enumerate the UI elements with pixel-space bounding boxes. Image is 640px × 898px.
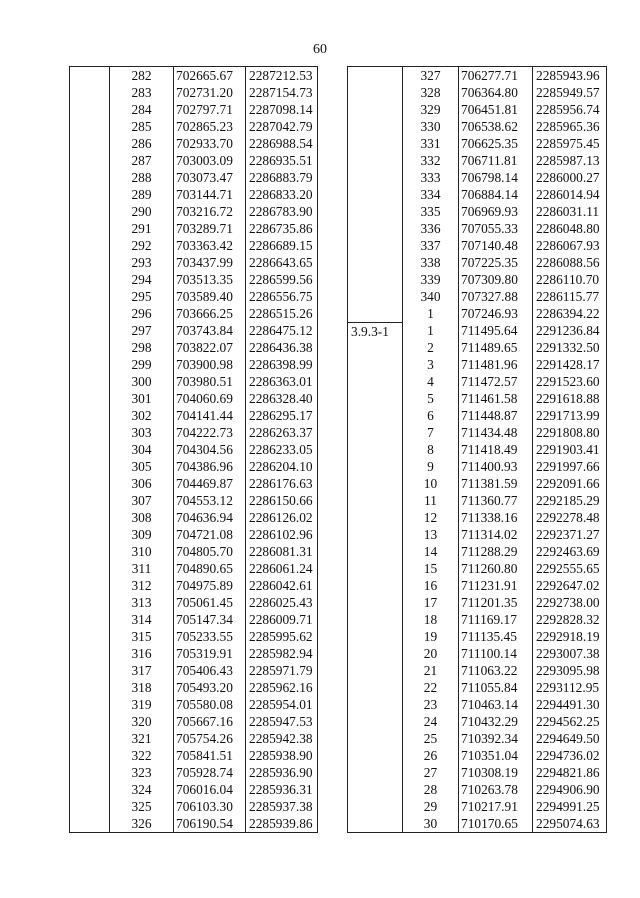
section-cell: 3.9.3-1 <box>348 322 403 833</box>
x-coordinate: 711100.14 <box>459 645 533 662</box>
point-number: 330 <box>403 118 459 135</box>
point-number: 336 <box>403 220 459 237</box>
y-coordinate: 2286176.63 <box>246 475 318 492</box>
point-number: 316 <box>110 645 174 662</box>
point-number: 28 <box>403 781 459 798</box>
point-number: 333 <box>403 169 459 186</box>
point-number: 334 <box>403 186 459 203</box>
point-number: 26 <box>403 747 459 764</box>
y-coordinate: 2285995.62 <box>246 628 318 645</box>
y-coordinate: 2286515.26 <box>246 305 318 322</box>
x-coordinate: 703289.71 <box>174 220 246 237</box>
y-coordinate: 2291236.84 <box>533 322 607 339</box>
x-coordinate: 705319.91 <box>174 645 246 662</box>
point-number: 313 <box>110 594 174 611</box>
x-coordinate: 711231.91 <box>459 577 533 594</box>
y-coordinate: 2286048.80 <box>533 220 607 237</box>
y-coordinate: 2294491.30 <box>533 696 607 713</box>
x-coordinate: 707309.80 <box>459 271 533 288</box>
y-coordinate: 2286088.56 <box>533 254 607 271</box>
x-coordinate: 711169.17 <box>459 611 533 628</box>
y-coordinate: 2286833.20 <box>246 186 318 203</box>
point-number: 9 <box>403 458 459 475</box>
y-coordinate: 2286883.79 <box>246 169 318 186</box>
point-number: 292 <box>110 237 174 254</box>
x-coordinate: 704141.44 <box>174 407 246 424</box>
y-coordinate: 2292371.27 <box>533 526 607 543</box>
y-coordinate: 2286935.51 <box>246 152 318 169</box>
point-number: 304 <box>110 441 174 458</box>
x-coordinate: 711448.87 <box>459 407 533 424</box>
y-coordinate: 2291618.88 <box>533 390 607 407</box>
y-coordinate: 2294736.02 <box>533 747 607 764</box>
y-coordinate: 2294649.50 <box>533 730 607 747</box>
point-number: 22 <box>403 679 459 696</box>
x-coordinate: 703073.47 <box>174 169 246 186</box>
x-coordinate: 704975.89 <box>174 577 246 594</box>
point-number: 335 <box>403 203 459 220</box>
y-coordinate: 2286110.70 <box>533 271 607 288</box>
y-coordinate: 2295074.63 <box>533 815 607 833</box>
x-coordinate: 705841.51 <box>174 747 246 764</box>
x-coordinate: 702933.70 <box>174 135 246 152</box>
y-coordinate: 2285956.74 <box>533 101 607 118</box>
point-number: 5 <box>403 390 459 407</box>
x-coordinate: 704386.96 <box>174 458 246 475</box>
x-coordinate: 704805.70 <box>174 543 246 560</box>
y-coordinate: 2291713.99 <box>533 407 607 424</box>
x-coordinate: 705928.74 <box>174 764 246 781</box>
x-coordinate: 706538.62 <box>459 118 533 135</box>
x-coordinate: 704060.69 <box>174 390 246 407</box>
x-coordinate: 705147.34 <box>174 611 246 628</box>
y-coordinate: 2287154.73 <box>246 84 318 101</box>
x-coordinate: 703216.72 <box>174 203 246 220</box>
x-coordinate: 711400.93 <box>459 458 533 475</box>
point-number: 16 <box>403 577 459 594</box>
y-coordinate: 2286081.31 <box>246 543 318 560</box>
y-coordinate: 2291903.41 <box>533 441 607 458</box>
y-coordinate: 2286263.37 <box>246 424 318 441</box>
x-coordinate: 710263.78 <box>459 781 533 798</box>
x-coordinate: 711260.80 <box>459 560 533 577</box>
point-number: 19 <box>403 628 459 645</box>
y-coordinate: 2286000.27 <box>533 169 607 186</box>
x-coordinate: 706016.04 <box>174 781 246 798</box>
x-coordinate: 704636.94 <box>174 509 246 526</box>
y-coordinate: 2292555.65 <box>533 560 607 577</box>
y-coordinate: 2286102.96 <box>246 526 318 543</box>
point-number: 303 <box>110 424 174 441</box>
x-coordinate: 710217.91 <box>459 798 533 815</box>
x-coordinate: 705233.55 <box>174 628 246 645</box>
x-coordinate: 711381.59 <box>459 475 533 492</box>
y-coordinate: 2287212.53 <box>246 67 318 85</box>
y-coordinate: 2286126.02 <box>246 509 318 526</box>
point-number: 15 <box>403 560 459 577</box>
x-coordinate: 711489.65 <box>459 339 533 356</box>
point-number: 307 <box>110 492 174 509</box>
x-coordinate: 707055.33 <box>459 220 533 237</box>
x-coordinate: 703589.40 <box>174 288 246 305</box>
y-coordinate: 2294562.25 <box>533 713 607 730</box>
x-coordinate: 710432.29 <box>459 713 533 730</box>
point-number: 1 <box>403 322 459 339</box>
x-coordinate: 702731.20 <box>174 84 246 101</box>
point-number: 11 <box>403 492 459 509</box>
point-number: 24 <box>403 713 459 730</box>
y-coordinate: 2292828.32 <box>533 611 607 628</box>
point-number: 322 <box>110 747 174 764</box>
point-number: 294 <box>110 271 174 288</box>
x-coordinate: 706884.14 <box>459 186 533 203</box>
table-row <box>348 67 607 85</box>
point-number: 332 <box>403 152 459 169</box>
x-coordinate: 706277.71 <box>459 67 533 85</box>
y-coordinate: 2286009.71 <box>246 611 318 628</box>
x-coordinate: 703437.99 <box>174 254 246 271</box>
y-coordinate: 2286204.10 <box>246 458 318 475</box>
table-row <box>70 67 318 85</box>
y-coordinate: 2291428.17 <box>533 356 607 373</box>
x-coordinate: 706190.54 <box>174 815 246 833</box>
point-number: 1 <box>403 305 459 322</box>
point-number: 20 <box>403 645 459 662</box>
point-number: 291 <box>110 220 174 237</box>
y-coordinate: 2286014.94 <box>533 186 607 203</box>
point-number: 339 <box>403 271 459 288</box>
point-number: 297 <box>110 322 174 339</box>
point-number: 308 <box>110 509 174 526</box>
point-number: 295 <box>110 288 174 305</box>
point-number: 13 <box>403 526 459 543</box>
y-coordinate: 2285975.45 <box>533 135 607 152</box>
coordinate-table-left <box>69 66 318 833</box>
x-coordinate: 711481.96 <box>459 356 533 373</box>
point-number: 331 <box>403 135 459 152</box>
point-number: 288 <box>110 169 174 186</box>
point-number: 14 <box>403 543 459 560</box>
point-number: 310 <box>110 543 174 560</box>
y-coordinate: 2292918.19 <box>533 628 607 645</box>
y-coordinate: 2285942.38 <box>246 730 318 747</box>
point-number: 311 <box>110 560 174 577</box>
point-number: 8 <box>403 441 459 458</box>
point-number: 326 <box>110 815 174 833</box>
table-row <box>348 322 607 339</box>
point-number: 6 <box>403 407 459 424</box>
point-number: 27 <box>403 764 459 781</box>
y-coordinate: 2286042.61 <box>246 577 318 594</box>
x-coordinate: 703513.35 <box>174 271 246 288</box>
point-number: 293 <box>110 254 174 271</box>
x-coordinate: 707246.93 <box>459 305 533 322</box>
y-coordinate: 2286061.24 <box>246 560 318 577</box>
point-number: 29 <box>403 798 459 815</box>
y-coordinate: 2291997.66 <box>533 458 607 475</box>
point-number: 306 <box>110 475 174 492</box>
y-coordinate: 2286295.17 <box>246 407 318 424</box>
point-number: 299 <box>110 356 174 373</box>
y-coordinate: 2286599.56 <box>246 271 318 288</box>
x-coordinate: 706798.14 <box>459 169 533 186</box>
point-number: 285 <box>110 118 174 135</box>
y-coordinate: 2294821.86 <box>533 764 607 781</box>
y-coordinate: 2286233.05 <box>246 441 318 458</box>
x-coordinate: 705406.43 <box>174 662 246 679</box>
y-coordinate: 2286689.15 <box>246 237 318 254</box>
point-number: 329 <box>403 101 459 118</box>
x-coordinate: 711360.77 <box>459 492 533 509</box>
x-coordinate: 704553.12 <box>174 492 246 509</box>
x-coordinate: 710308.19 <box>459 764 533 781</box>
point-number: 317 <box>110 662 174 679</box>
y-coordinate: 2294906.90 <box>533 781 607 798</box>
x-coordinate: 711288.29 <box>459 543 533 560</box>
point-number: 296 <box>110 305 174 322</box>
x-coordinate: 707327.88 <box>459 288 533 305</box>
x-coordinate: 711434.48 <box>459 424 533 441</box>
y-coordinate: 2286436.38 <box>246 339 318 356</box>
point-number: 2 <box>403 339 459 356</box>
x-coordinate: 711314.02 <box>459 526 533 543</box>
point-number: 18 <box>403 611 459 628</box>
point-number: 327 <box>403 67 459 85</box>
x-coordinate: 706969.93 <box>459 203 533 220</box>
x-coordinate: 704890.65 <box>174 560 246 577</box>
y-coordinate: 2286735.86 <box>246 220 318 237</box>
point-number: 338 <box>403 254 459 271</box>
x-coordinate: 703743.84 <box>174 322 246 339</box>
y-coordinate: 2286394.22 <box>533 305 607 322</box>
x-coordinate: 704721.08 <box>174 526 246 543</box>
coordinate-table-right <box>347 66 607 833</box>
x-coordinate: 705493.20 <box>174 679 246 696</box>
point-number: 320 <box>110 713 174 730</box>
x-coordinate: 710170.65 <box>459 815 533 833</box>
page-number: 60 <box>313 42 327 57</box>
y-coordinate: 2286398.99 <box>246 356 318 373</box>
y-coordinate: 2292463.69 <box>533 543 607 560</box>
y-coordinate: 2292091.66 <box>533 475 607 492</box>
point-number: 302 <box>110 407 174 424</box>
x-coordinate: 703666.25 <box>174 305 246 322</box>
point-number: 286 <box>110 135 174 152</box>
y-coordinate: 2285947.53 <box>246 713 318 730</box>
y-coordinate: 2286328.40 <box>246 390 318 407</box>
y-coordinate: 2292185.29 <box>533 492 607 509</box>
y-coordinate: 2286067.93 <box>533 237 607 254</box>
point-number: 23 <box>403 696 459 713</box>
x-coordinate: 711201.35 <box>459 594 533 611</box>
x-coordinate: 711338.16 <box>459 509 533 526</box>
x-coordinate: 705667.16 <box>174 713 246 730</box>
point-number: 300 <box>110 373 174 390</box>
y-coordinate: 2286475.12 <box>246 322 318 339</box>
y-coordinate: 2292278.48 <box>533 509 607 526</box>
y-coordinate: 2286025.43 <box>246 594 318 611</box>
point-number: 290 <box>110 203 174 220</box>
y-coordinate: 2285943.96 <box>533 67 607 85</box>
point-number: 324 <box>110 781 174 798</box>
y-coordinate: 2286031.11 <box>533 203 607 220</box>
section-cell <box>70 67 110 833</box>
x-coordinate: 711135.45 <box>459 628 533 645</box>
y-coordinate: 2285962.16 <box>246 679 318 696</box>
x-coordinate: 707225.35 <box>459 254 533 271</box>
x-coordinate: 706711.81 <box>459 152 533 169</box>
y-coordinate: 2287098.14 <box>246 101 318 118</box>
point-number: 3 <box>403 356 459 373</box>
point-number: 305 <box>110 458 174 475</box>
x-coordinate: 703900.98 <box>174 356 246 373</box>
y-coordinate: 2286988.54 <box>246 135 318 152</box>
y-coordinate: 2286783.90 <box>246 203 318 220</box>
x-coordinate: 706103.30 <box>174 798 246 815</box>
point-number: 314 <box>110 611 174 628</box>
point-number: 25 <box>403 730 459 747</box>
point-number: 4 <box>403 373 459 390</box>
point-number: 337 <box>403 237 459 254</box>
point-number: 301 <box>110 390 174 407</box>
point-number: 319 <box>110 696 174 713</box>
x-coordinate: 704469.87 <box>174 475 246 492</box>
x-coordinate: 711063.22 <box>459 662 533 679</box>
y-coordinate: 2285982.94 <box>246 645 318 662</box>
y-coordinate: 2285938.90 <box>246 747 318 764</box>
y-coordinate: 2293112.95 <box>533 679 607 696</box>
y-coordinate: 2285939.86 <box>246 815 318 833</box>
point-number: 30 <box>403 815 459 833</box>
section-cell <box>348 67 403 323</box>
x-coordinate: 703980.51 <box>174 373 246 390</box>
y-coordinate: 2285936.31 <box>246 781 318 798</box>
x-coordinate: 710463.14 <box>459 696 533 713</box>
point-number: 284 <box>110 101 174 118</box>
x-coordinate: 703144.71 <box>174 186 246 203</box>
x-coordinate: 703822.07 <box>174 339 246 356</box>
y-coordinate: 2285937.38 <box>246 798 318 815</box>
y-coordinate: 2285971.79 <box>246 662 318 679</box>
x-coordinate: 707140.48 <box>459 237 533 254</box>
point-number: 325 <box>110 798 174 815</box>
y-coordinate: 2286643.65 <box>246 254 318 271</box>
x-coordinate: 706364.80 <box>459 84 533 101</box>
point-number: 309 <box>110 526 174 543</box>
y-coordinate: 2291523.60 <box>533 373 607 390</box>
y-coordinate: 2293007.38 <box>533 645 607 662</box>
point-number: 315 <box>110 628 174 645</box>
x-coordinate: 704222.73 <box>174 424 246 441</box>
y-coordinate: 2287042.79 <box>246 118 318 135</box>
y-coordinate: 2285987.13 <box>533 152 607 169</box>
y-coordinate: 2286115.77 <box>533 288 607 305</box>
point-number: 287 <box>110 152 174 169</box>
x-coordinate: 710351.04 <box>459 747 533 764</box>
y-coordinate: 2294991.25 <box>533 798 607 815</box>
x-coordinate: 702797.71 <box>174 101 246 118</box>
y-coordinate: 2291808.80 <box>533 424 607 441</box>
x-coordinate: 702665.67 <box>174 67 246 85</box>
x-coordinate: 703363.42 <box>174 237 246 254</box>
point-number: 12 <box>403 509 459 526</box>
x-coordinate: 711418.49 <box>459 441 533 458</box>
point-number: 321 <box>110 730 174 747</box>
y-coordinate: 2286556.75 <box>246 288 318 305</box>
y-coordinate: 2285936.90 <box>246 764 318 781</box>
x-coordinate: 705061.45 <box>174 594 246 611</box>
point-number: 318 <box>110 679 174 696</box>
x-coordinate: 706625.35 <box>459 135 533 152</box>
point-number: 17 <box>403 594 459 611</box>
x-coordinate: 711461.58 <box>459 390 533 407</box>
x-coordinate: 711472.57 <box>459 373 533 390</box>
point-number: 283 <box>110 84 174 101</box>
x-coordinate: 702865.23 <box>174 118 246 135</box>
point-number: 289 <box>110 186 174 203</box>
point-number: 328 <box>403 84 459 101</box>
y-coordinate: 2292647.02 <box>533 577 607 594</box>
point-number: 340 <box>403 288 459 305</box>
x-coordinate: 703003.09 <box>174 152 246 169</box>
x-coordinate: 705580.08 <box>174 696 246 713</box>
x-coordinate: 706451.81 <box>459 101 533 118</box>
x-coordinate: 705754.26 <box>174 730 246 747</box>
point-number: 312 <box>110 577 174 594</box>
y-coordinate: 2285965.36 <box>533 118 607 135</box>
y-coordinate: 2291332.50 <box>533 339 607 356</box>
y-coordinate: 2286150.66 <box>246 492 318 509</box>
x-coordinate: 710392.34 <box>459 730 533 747</box>
point-number: 7 <box>403 424 459 441</box>
x-coordinate: 711055.84 <box>459 679 533 696</box>
y-coordinate: 2285949.57 <box>533 84 607 101</box>
x-coordinate: 704304.56 <box>174 441 246 458</box>
y-coordinate: 2286363.01 <box>246 373 318 390</box>
y-coordinate: 2285954.01 <box>246 696 318 713</box>
y-coordinate: 2292738.00 <box>533 594 607 611</box>
point-number: 10 <box>403 475 459 492</box>
point-number: 298 <box>110 339 174 356</box>
point-number: 323 <box>110 764 174 781</box>
point-number: 282 <box>110 67 174 85</box>
x-coordinate: 711495.64 <box>459 322 533 339</box>
y-coordinate: 2293095.98 <box>533 662 607 679</box>
point-number: 21 <box>403 662 459 679</box>
